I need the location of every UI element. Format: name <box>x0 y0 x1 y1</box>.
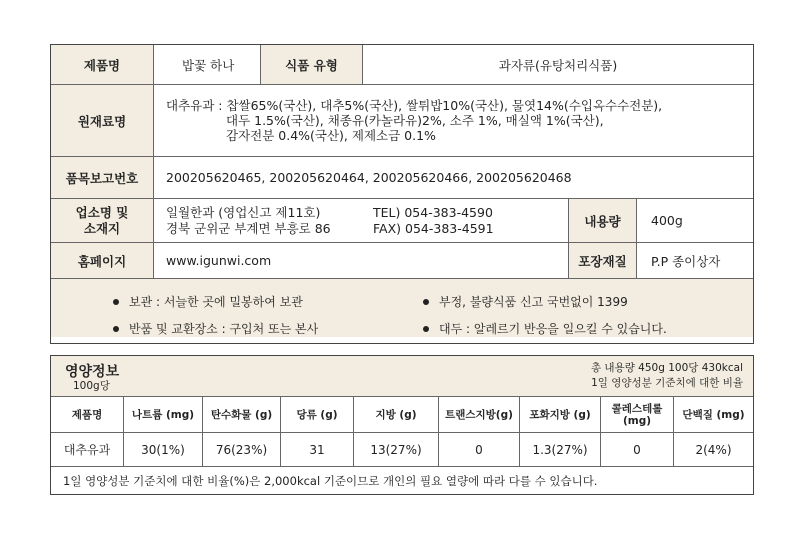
nutrition-col-header: 제품명 <box>51 397 124 432</box>
packaging-label: 포장재질 <box>569 243 637 278</box>
product-name-label: 제품명 <box>51 45 154 84</box>
notes-row <box>51 278 753 337</box>
company-label-line-1: 업소명 및 <box>75 204 129 220</box>
ingredients-row <box>51 84 753 156</box>
note-item <box>113 293 423 310</box>
company-label <box>51 199 154 242</box>
nutrition-cell: 대추유과 <box>51 433 124 466</box>
product-name-row <box>51 45 753 84</box>
note-item <box>113 320 423 337</box>
note-item <box>423 320 723 337</box>
note-allergy: 대두 : 알레르기 반응을 일으킬 수 있습니다. <box>439 322 667 336</box>
nutrition-data-row <box>51 432 753 466</box>
nutrition-cell: 13(27%) <box>354 433 439 466</box>
nutrition-daily: 1일 영양성분 기준치에 대한 비율 <box>591 377 743 389</box>
company-row <box>51 198 753 242</box>
nutrition-cell: 1.3(27%) <box>520 433 601 466</box>
nutrition-col-header: 포화지방 (g) <box>520 397 601 432</box>
nutrition-footnote: 1일 영양성분 기준치에 대한 비율(%)은 2,000kcal 기준이므로 개인의 필요 열량에 따라 다를 수 있습니다. <box>63 473 598 488</box>
nutrition-footnote-row <box>51 466 753 494</box>
ingredients-line-2: 대두 1.5%(국산), 채종유(카놀라유)2%, 소주 1%, 매실액 1%(국산), <box>226 113 604 128</box>
homepage-value[interactable]: www.igunwi.com <box>154 243 569 278</box>
nutrition-cell: 31 <box>281 433 354 466</box>
nutrition-cell: 0 <box>439 433 520 466</box>
nutrition-table <box>50 355 754 495</box>
nutrition-cell: 0 <box>601 433 674 466</box>
bullet-icon <box>113 326 119 332</box>
nutrition-per: 100g당 <box>73 380 110 392</box>
company-address: 경북 군위군 부계면 부흥로 86 <box>166 220 331 236</box>
note-item <box>423 293 723 310</box>
volume-label: 내용량 <box>569 199 637 242</box>
nutrition-cell: 76(23%) <box>203 433 281 466</box>
ingredients-line-1: 대추유과 : 찹쌀65%(국산), 대추5%(국산), 쌀튀밥10%(국산), 물엿14%(수입옥수수전분), <box>166 98 663 113</box>
nutrition-col-header: 단백질 (mg) <box>682 409 745 421</box>
note-report: 부정, 불량식품 신고 국번없이 1399 <box>439 295 628 309</box>
product-name-value: 밥꽃 하나 <box>154 45 261 84</box>
company-label-line-2: 소재지 <box>83 220 121 236</box>
nutrition-col-header: 당류 (g) <box>281 397 354 432</box>
homepage-label: 홈페이지 <box>51 243 154 278</box>
nutrition-col-header: 나트륨 (mg) <box>124 397 203 432</box>
bullet-icon <box>113 299 119 305</box>
packaging-value: P.P 종이상자 <box>651 253 721 269</box>
nutrition-total: 총 내용량 450g 100당 430kcal <box>590 362 743 374</box>
food-type-label: 식품 유형 <box>261 45 363 84</box>
report-number-value: 200205620465, 200205620464, 200205620466, 200205620468 <box>166 170 572 185</box>
homepage-row <box>51 242 753 278</box>
report-number-label: 품목보고번호 <box>51 157 154 198</box>
company-tel: TEL) 054-383-4590 <box>373 204 493 220</box>
note-storage: 보관 : 서늘한 곳에 밀봉하여 보관 <box>129 295 303 309</box>
bullet-icon <box>423 299 429 305</box>
nutrition-cell: 2(4%) <box>695 442 732 457</box>
ingredients-label: 원재료명 <box>51 85 154 156</box>
notes-section <box>51 279 723 337</box>
food-type-value: 과자류(유탕처리식품) <box>498 57 618 73</box>
bullet-icon <box>423 326 429 332</box>
report-number-row <box>51 156 753 198</box>
nutrition-col-header: 콜레스테롤 (mg) <box>601 397 674 432</box>
nutrition-title: 영양정보 <box>65 364 120 380</box>
company-fax: FAX) 054-383-4591 <box>373 220 494 236</box>
nutrition-cell: 30(1%) <box>124 433 203 466</box>
ingredients-line-3: 감자전분 0.4%(국산), 제제소금 0.1% <box>226 128 436 143</box>
product-info-table <box>50 44 754 344</box>
nutrition-header-row <box>51 397 753 432</box>
note-return: 반품 및 교환장소 : 구입처 또는 본사 <box>129 322 319 336</box>
company-name: 일월한과 (영업신고 제11호) <box>166 204 321 220</box>
ingredients-value <box>154 85 753 156</box>
nutrition-col-header: 탄수화물 (g) <box>203 397 281 432</box>
company-value <box>154 199 569 242</box>
nutrition-header <box>51 356 753 397</box>
nutrition-col-header: 지방 (g) <box>354 397 439 432</box>
nutrition-summary <box>591 361 743 391</box>
nutrition-col-header: 트랜스지방(g) <box>439 397 520 432</box>
volume-value: 400g <box>651 213 683 228</box>
